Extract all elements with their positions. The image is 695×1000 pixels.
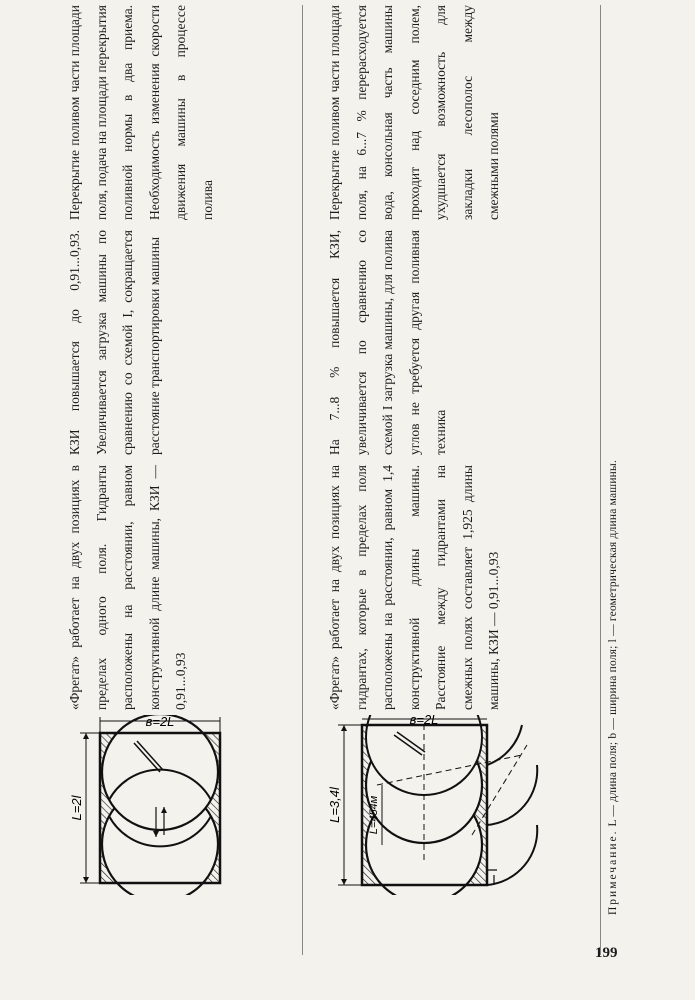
table-bottom-rule: [600, 5, 601, 955]
note-text: L — длина поля; b — ширина поля; l — геометрическая длина машины.: [607, 459, 619, 827]
width-label: в=2L: [409, 715, 439, 727]
cell-description: [322, 465, 508, 710]
cell-advantages: [62, 230, 168, 455]
page-number: 199: [595, 945, 618, 961]
cell-text: Перекрытие поливом части площади поля, подача на площади перекрытия поливной нормы в два приема. Необходимость изменения скорости движения машины в процессе полива: [67, 5, 215, 220]
rotated-page: [22, 0, 662, 975]
note-heading: Примечание.: [607, 829, 619, 915]
cell-advantages: [322, 230, 455, 455]
cell-description: [62, 465, 195, 710]
length-label: L=3,4l: [327, 787, 342, 823]
scheme-diagram-2: [322, 715, 592, 895]
inner-length-label: L=454м: [368, 795, 380, 835]
scheme-diagram-1: [62, 715, 277, 895]
width-label: в=2L: [145, 715, 175, 729]
table-note: [607, 15, 619, 915]
table-row: [322, 0, 592, 975]
cell-text: «Фрегат» работает на двух позициях на гидрантах, которые в пределах поля расположены на расстоянии, равном 1,4 конструктивной длины машины. Расстояние между гидрантами на смежных полях составляет 1,925 длины машины, КЗИ — 0,91...0,93: [327, 465, 501, 710]
cell-text: «Фрегат» работает на двух позициях в пределах одного поля. Гидранты расположены на расстоянии, равном конструктивной длине машины, КЗИ — 0,91...0,93: [67, 465, 188, 710]
cell-text: Перекрытие поливом части площади поля, на 6...7 % перерасходуется вода, консольная часть машины проходит над соседним полем, ухудшается возможность для закладки лесополос между смежными полями: [327, 5, 501, 220]
cell-disadvantages: [62, 5, 221, 220]
scheme-figure-2: [322, 715, 592, 895]
table-row: [62, 0, 277, 975]
length-label: L=2l: [69, 795, 84, 821]
row-divider: [302, 5, 303, 955]
cell-text: На 7...8 % повышается КЗИ, увеличивается по сравнению со схемой I загрузка машины, для полива углов не требуется другая поливная техника: [327, 230, 448, 455]
cell-disadvantages: [322, 5, 508, 220]
scheme-figure-1: [62, 715, 277, 895]
cell-text: КЗИ повышается до 0,91...0,93. Увеличивается загрузка машины по сравнению со схемой I, сокращается расстояние транспортировки машины: [67, 230, 162, 455]
